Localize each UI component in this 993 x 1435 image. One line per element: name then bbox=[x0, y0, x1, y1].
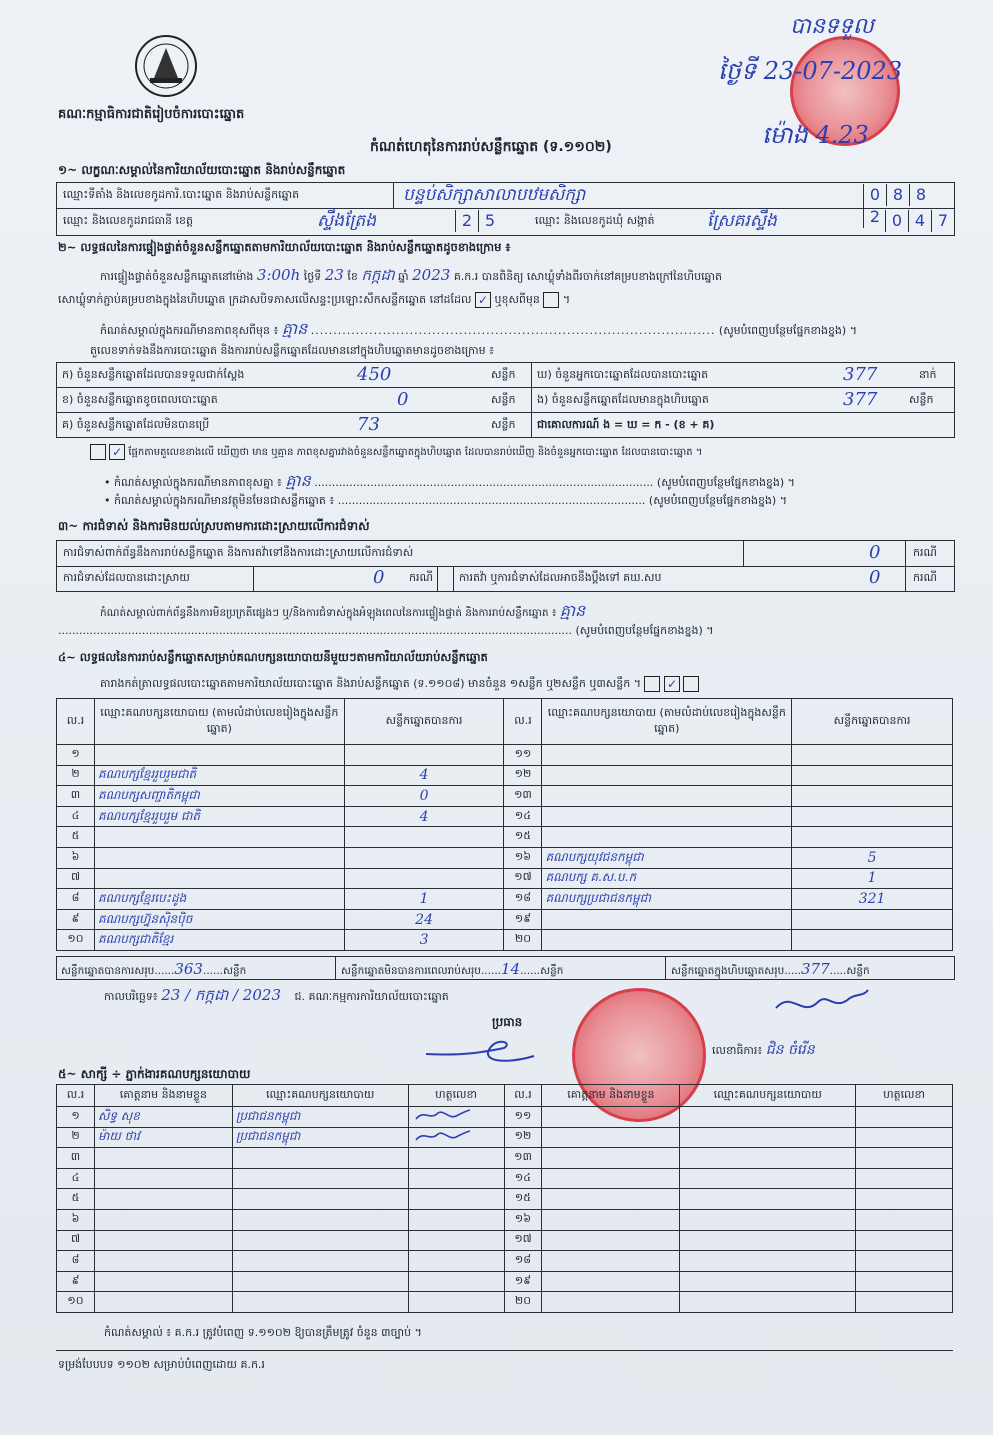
objection-r2b-label: ការតវ៉ា ឬការជំទាស់ដែលអាចនឹងប្តឹងទៅ គឃ.សប bbox=[459, 571, 662, 584]
witness-name bbox=[542, 1292, 680, 1313]
vote-count bbox=[344, 745, 504, 766]
party-name: គណបក្សខ្មែររួបរួម ជាតិ bbox=[94, 806, 344, 827]
secretary-signature bbox=[772, 984, 872, 1024]
witness-signature bbox=[408, 1230, 504, 1251]
receipt-time: ម៉ោង 4.23 bbox=[762, 121, 869, 149]
tally-e-unit: សន្លឹក bbox=[909, 393, 934, 406]
party-name: គណបក្សប្រជាជនកម្ពុជា bbox=[542, 889, 792, 910]
party-name: គណបក្សជាតិខ្មែរ bbox=[94, 930, 344, 951]
party-name bbox=[542, 909, 792, 930]
row-number: ១១ bbox=[504, 745, 542, 766]
irregularity-note-line2: ................................................................................................................................................... (សូមបំពេញបន្ថែមផ្នែកខាងខ្នង) ។ bbox=[58, 624, 714, 637]
witness-col-party-left: ឈ្មោះគណបក្សនយោបាយ bbox=[232, 1085, 408, 1107]
two-sheet-checkbox[interactable]: ✓ bbox=[664, 676, 680, 692]
table-row bbox=[57, 1168, 953, 1189]
witness-signature bbox=[856, 1251, 953, 1272]
party-name: គណបក្សខ្មែរបេះដូង bbox=[94, 889, 344, 910]
signature-mark bbox=[412, 1107, 472, 1123]
section5-title: ៥~ សាក្សី ÷ ភ្នាក់ងារគណបក្សនយោបាយ bbox=[58, 1067, 251, 1081]
tally-b-value: 0 bbox=[397, 389, 409, 410]
witness-party bbox=[680, 1251, 856, 1272]
results-col-party-left: ឈ្មោះគណបក្សនយោបាយ (តាមលំដាប់លេខរៀងក្នុងសន្លឹកឆ្នោត) bbox=[94, 699, 344, 745]
row-number: ១៥ bbox=[504, 827, 542, 848]
row-number: ២០ bbox=[504, 1292, 542, 1313]
party-name bbox=[94, 868, 344, 889]
witness-signature bbox=[856, 1107, 953, 1128]
witness-signature bbox=[856, 1148, 953, 1169]
row-number: ៥ bbox=[57, 1189, 95, 1210]
tally-d-unit: នាក់ bbox=[919, 368, 937, 381]
tally-formula: ជាគោលការណ៍ ង = ឃ = ក - (ខ + គ) bbox=[537, 418, 715, 431]
witness-name bbox=[542, 1271, 680, 1292]
witness-party bbox=[232, 1168, 408, 1189]
table-row bbox=[57, 1251, 953, 1272]
objection-r2-label: ការជំទាស់ដែលបានដោះស្រាយ bbox=[63, 571, 190, 584]
witness-party bbox=[680, 1230, 856, 1251]
form-title: កំណត់ហេតុនៃការរាប់សន្លឹកឆ្នោត (ទ.១១០២) bbox=[370, 139, 612, 155]
vote-count bbox=[792, 786, 953, 807]
vote-count: 321 bbox=[792, 889, 953, 910]
witness-party bbox=[680, 1189, 856, 1210]
row-number: ១៥ bbox=[504, 1189, 542, 1210]
witness-signature bbox=[408, 1292, 504, 1313]
row-number: ៩ bbox=[57, 1271, 95, 1292]
secretary: លេខាធិការ៖ ជិន ចំរើន bbox=[712, 1042, 815, 1058]
location-value: បន្ទប់សិក្សាសាលាបឋមសិក្សា bbox=[403, 185, 586, 205]
witness-name bbox=[94, 1271, 232, 1292]
row-number: ៨ bbox=[57, 889, 95, 910]
witness-signature bbox=[856, 1230, 953, 1251]
row-number: ១៣ bbox=[504, 1148, 542, 1169]
objection-r1-label: ការជំទាស់ពាក់ព័ន្ធនឹងការរាប់សន្លឹកឆ្នោត និងការតវ៉ាទៅនឹងការដោះស្រាយលើការជំទាស់ bbox=[63, 546, 414, 559]
witness-signature bbox=[408, 1271, 504, 1292]
commune-label: ឈ្មោះ និងលេខកូដឃុំ សង្កាត់ bbox=[535, 214, 655, 227]
witness-signature bbox=[408, 1148, 504, 1169]
row-number: ៧ bbox=[57, 1230, 95, 1251]
table-row bbox=[57, 1292, 953, 1313]
location-code: 0 8 82 bbox=[863, 184, 954, 228]
objection-r2-unit: ករណី bbox=[409, 571, 433, 584]
compare-line: ✓ ផ្អែកតាមតួលេខខាងលើ ឃើញថា មាន ឬគ្មាន ភាពខុសគ្នារវាងចំនួនសន្លឹកឆ្នោតក្នុងហិបឆ្នោត ដែលបានរាប់ឃើញ និងចំនួនអ្នកបោះឆ្នោត ដែលបានបោះឆ្នោត ។ bbox=[90, 444, 702, 460]
tally-e-value: 377 bbox=[843, 389, 878, 410]
chair-signature bbox=[424, 1034, 544, 1074]
row-number: ១០ bbox=[57, 930, 95, 951]
total-invalid: សន្លឹកឆ្នោតមិនបានការពេលរាប់សរុប......14......សន្លឹក bbox=[341, 960, 564, 978]
vote-count bbox=[792, 765, 953, 786]
witness-party bbox=[680, 1292, 856, 1313]
table-row bbox=[57, 1189, 953, 1210]
row-number: ១៨ bbox=[504, 889, 542, 910]
vote-count bbox=[344, 847, 504, 868]
tally-intro: តួលេខទាក់ទងនឹងការបោះឆ្នោត និងការរាប់សន្លឹកឆ្នោតដែលមាននៅក្នុងហិបឆ្នោតមានដូចខាងក្រោម ៖ bbox=[90, 344, 494, 357]
section4-title: ៤~ លទ្ធផលនៃការរាប់សន្លឹកឆ្នោតសម្រាប់គណបក្សនយោបាយនីមួយៗតាមការិយាល័យរាប់សន្លឹកឆ្នោត bbox=[58, 650, 488, 664]
tally-d-value: 377 bbox=[843, 364, 878, 385]
party-name bbox=[542, 930, 792, 951]
witness-signature bbox=[408, 1168, 504, 1189]
witness-name bbox=[94, 1251, 232, 1272]
vote-count bbox=[792, 827, 953, 848]
verify-line: ការផ្ទៀងផ្ទាត់ចំនួនសន្លឹកឆ្នោតនៅម៉ោង 3:00h ថ្ងៃទី 23 ខែ កក្កដា ឆ្នាំ 2023 គ.ក.រ បានពិនិត្យ សោឃ្លុំទាំងពីរចាក់នៅគម្របខាងក្រៅនៃហិបឆ្នោត bbox=[100, 266, 723, 284]
party-name: គណបក្សយុវជនកម្ពុជា bbox=[542, 847, 792, 868]
vote-count bbox=[792, 930, 953, 951]
witness-signature bbox=[408, 1107, 504, 1128]
vote-count bbox=[792, 806, 953, 827]
witness-name: ម៉ាយ ថាវ bbox=[94, 1127, 232, 1148]
row-number: ៦ bbox=[57, 847, 95, 868]
row-number: ៩ bbox=[57, 909, 95, 930]
row-number: ៣ bbox=[57, 786, 95, 807]
results-col-votes-left: សន្លឹកឆ្នោតបានការ bbox=[344, 699, 504, 745]
table-row bbox=[57, 1209, 953, 1230]
party-name bbox=[94, 827, 344, 848]
table-row bbox=[57, 909, 953, 930]
party-name: គណបក្សហ្វ៊ុនស៊ិនប៉ិច bbox=[94, 909, 344, 930]
table-row bbox=[57, 786, 953, 807]
row-number: ១៦ bbox=[504, 1209, 542, 1230]
row-number: ១៣ bbox=[504, 786, 542, 807]
nec-emblem-icon bbox=[134, 34, 198, 98]
vote-count: 0 bbox=[344, 786, 504, 807]
row-number: ៤ bbox=[57, 806, 95, 827]
row-number: ៥ bbox=[57, 827, 95, 848]
witness-signature bbox=[856, 1127, 953, 1148]
chair-label: ប្រធាន bbox=[492, 1015, 523, 1029]
witness-signature bbox=[408, 1189, 504, 1210]
vote-count bbox=[792, 909, 953, 930]
row-number: ១៩ bbox=[504, 1271, 542, 1292]
table-row bbox=[57, 1127, 953, 1148]
diff-note: • កំណត់សម្គាល់ក្នុងករណីមានភាពខុសគ្នា ៖ គ្មាន ................................................................................................. (សូមបំពេញបន្ថែមផ្នែកខាងខ្នង) ។ bbox=[104, 471, 795, 490]
vote-count: 4 bbox=[344, 806, 504, 827]
witness-name bbox=[94, 1168, 232, 1189]
totals-row bbox=[56, 956, 955, 980]
witness-party bbox=[232, 1271, 408, 1292]
witness-col-no-right: ល.រ bbox=[504, 1085, 542, 1107]
results-col-no-right: ល.រ bbox=[504, 699, 542, 745]
witness-name bbox=[542, 1251, 680, 1272]
results-table bbox=[56, 698, 953, 951]
unchanged-checkbox[interactable]: ✓ bbox=[475, 292, 491, 308]
table-row bbox=[57, 1148, 953, 1169]
results-col-party-right: ឈ្មោះគណបក្សនយោបាយ (តាមលំដាប់លេខរៀងក្នុងសន្លឹកឆ្នោត) bbox=[542, 699, 792, 745]
witness-name bbox=[542, 1168, 680, 1189]
row-number: ១៦ bbox=[504, 847, 542, 868]
vote-count bbox=[792, 745, 953, 766]
signature-mark bbox=[412, 1128, 472, 1144]
tally-d-label: ឃ) ចំនួនអ្នកបោះឆ្នោតដែលបានបោះឆ្នោត bbox=[537, 368, 709, 381]
witness-party bbox=[232, 1189, 408, 1210]
row-number: ១ bbox=[57, 1107, 95, 1128]
witness-col-party-right: ឈ្មោះគណបក្សនយោបាយ bbox=[680, 1085, 856, 1107]
witness-name bbox=[94, 1209, 232, 1230]
witness-name bbox=[542, 1107, 680, 1128]
table-row bbox=[57, 847, 953, 868]
table-row bbox=[57, 745, 953, 766]
party-name: គណបក្ស គ.ស.ប.ក bbox=[542, 868, 792, 889]
table-row bbox=[57, 827, 953, 848]
table-row bbox=[57, 868, 953, 889]
table-row bbox=[57, 1107, 953, 1128]
witness-col-sign-right: ហត្ថលេខា bbox=[856, 1085, 953, 1107]
witness-name bbox=[542, 1189, 680, 1210]
tally-box bbox=[56, 362, 955, 438]
witness-party bbox=[680, 1209, 856, 1230]
witness-signature bbox=[856, 1292, 953, 1313]
witness-name bbox=[94, 1230, 232, 1251]
vote-count: 3 bbox=[344, 930, 504, 951]
irregularity-note: កំណត់សម្គាល់ពាក់ព័ន្ធនឹងការមិនប្រក្រតីផ្សេងៗ ឬ/និងការជំទាស់ក្នុងអំឡុងពេលនៃការផ្ទៀងផ្ទាត់ និងការរាប់សន្លឹកឆ្នោត ៖ គ្មាន bbox=[100, 601, 586, 620]
witness-col-no-left: ល.រ bbox=[57, 1085, 95, 1107]
vote-count: 4 bbox=[344, 765, 504, 786]
change-note: កំណត់សម្គាល់ក្នុងករណីមានភាពខុសពីមុន ៖ គ្មាន .......................................................................................... (សូមបំពេញបន្ថែមផ្នែកខាងខ្នង) ។ bbox=[100, 319, 857, 338]
row-number: ១៤ bbox=[504, 806, 542, 827]
row-number: ១ bbox=[57, 745, 95, 766]
party-name bbox=[542, 765, 792, 786]
vote-count: 24 bbox=[344, 909, 504, 930]
objection-r2-value: 0 bbox=[373, 567, 385, 588]
tally-e-label: ង) ចំនួនសន្លឹកឆ្នោតដែលមានក្នុងហិបឆ្នោត bbox=[537, 393, 709, 406]
witness-party bbox=[232, 1251, 408, 1272]
witness-signature bbox=[856, 1189, 953, 1210]
footer-note: កំណត់សម្គាល់ ៖ គ.ក.រ ត្រូវបំពេញ ទ.១១០២ ឱ្យបានត្រឹមត្រូវ ចំនួន ៣ច្បាប់ ។ bbox=[104, 1326, 422, 1339]
witness-signature bbox=[856, 1168, 953, 1189]
witness-col-name-right: គោត្តនាម និងនាមខ្លួន bbox=[542, 1085, 680, 1107]
objection-box bbox=[56, 540, 955, 592]
table-row bbox=[57, 806, 953, 827]
form-reference: ទម្រង់បែបបទ ១១០២ សម្រាប់បំពេញដោយ គ.ក.រ bbox=[58, 1358, 265, 1371]
party-name: គណបក្សសញ្ជាតិកម្ពុជា bbox=[94, 786, 344, 807]
commune-value: ស្រែគរស្ទឹង bbox=[707, 211, 777, 231]
witness-party bbox=[680, 1148, 856, 1169]
receipt-date: ថ្ងៃទី 23-07-2023 bbox=[718, 57, 903, 85]
party-name bbox=[542, 745, 792, 766]
tally-a-label: ក) ចំនួនសន្លឹកឆ្នោតដែលបានទទួលជាក់ស្តែង bbox=[62, 368, 245, 381]
witness-party bbox=[680, 1107, 856, 1128]
party-name bbox=[542, 786, 792, 807]
results-col-no-left: ល.រ bbox=[57, 699, 95, 745]
changed-checkbox[interactable] bbox=[543, 292, 559, 308]
party-name bbox=[542, 806, 792, 827]
witness-party bbox=[232, 1292, 408, 1313]
vote-count: 1 bbox=[344, 889, 504, 910]
tally-c-value: 73 bbox=[357, 414, 380, 435]
row-number: ២០ bbox=[504, 930, 542, 951]
row-number: ២ bbox=[57, 1127, 95, 1148]
total-valid: សន្លឹកឆ្នោតបានការសរុប......363......សន្លឹក bbox=[61, 960, 247, 978]
row-number: ១៨ bbox=[504, 1251, 542, 1272]
row-number: ១៩ bbox=[504, 909, 542, 930]
no-diff-checkbox[interactable]: ✓ bbox=[109, 444, 125, 460]
witness-name bbox=[542, 1127, 680, 1148]
section3-title: ៣~ ការជំទាស់ និងការមិនយល់ស្របតាមការដោះស្រាយលើការជំទាស់ bbox=[58, 519, 370, 533]
tally-b-label: ខ) ចំនួនសន្លឹកឆ្នោតខូចពេលបោះឆ្នោត bbox=[62, 393, 218, 406]
location-label: ឈ្មោះទីតាំង និងលេខកូដការិ.បោះឆ្នោត និងរាប់សន្លឹកឆ្នោត bbox=[63, 188, 300, 201]
row-number: ៣ bbox=[57, 1148, 95, 1169]
witness-name bbox=[542, 1209, 680, 1230]
tally-c-unit: សន្លឹក bbox=[491, 418, 516, 431]
row-number: ១២ bbox=[504, 1127, 542, 1148]
row-number: ១៧ bbox=[504, 1230, 542, 1251]
row-number: ១២ bbox=[504, 765, 542, 786]
footer-divider bbox=[56, 1350, 953, 1351]
one-sheet-checkbox[interactable] bbox=[644, 676, 660, 692]
section1-box bbox=[56, 182, 955, 236]
seal-line: សោឃ្លុំទាក់ភ្ជាប់គម្របខាងក្នុងនៃហិបឆ្នោត ក្រដាសបិទភាសលើសន្ទះប្រឡោះសឹកសន្លឹកឆ្នោត នៅដដែល ✓ ឬខុសពីមុន ។ bbox=[58, 293, 571, 307]
vote-count bbox=[344, 868, 504, 889]
table-row bbox=[57, 1230, 953, 1251]
witness-name bbox=[94, 1148, 232, 1169]
row-number: ១៤ bbox=[504, 1168, 542, 1189]
party-name bbox=[94, 847, 344, 868]
witness-party bbox=[680, 1168, 856, 1189]
total-box: សន្លឹកឆ្នោតក្នុងហិបឆ្នោតសរុប.....377.....សន្លឹក bbox=[671, 960, 870, 978]
province-value: ស្ទឹងត្រែង bbox=[317, 211, 377, 231]
witness-col-sign-left: ហត្ថលេខា bbox=[408, 1085, 504, 1107]
witness-party: ប្រជាជនកម្ពុជា bbox=[232, 1107, 408, 1128]
objection-r2b-unit: ករណី bbox=[913, 571, 937, 584]
row-number: ៤ bbox=[57, 1168, 95, 1189]
witness-name bbox=[542, 1230, 680, 1251]
objection-r2b-value: 0 bbox=[869, 567, 881, 588]
witness-name bbox=[94, 1189, 232, 1210]
witness-party: ប្រជាជនកម្ពុជា bbox=[232, 1127, 408, 1148]
witness-name bbox=[94, 1292, 232, 1313]
vote-count bbox=[344, 827, 504, 848]
tally-b-unit: សន្លឹក bbox=[491, 393, 516, 406]
row-number: ១៧ bbox=[504, 868, 542, 889]
witness-party bbox=[232, 1148, 408, 1169]
has-diff-checkbox[interactable] bbox=[90, 444, 106, 460]
witness-table bbox=[56, 1084, 953, 1313]
table-row bbox=[57, 1271, 953, 1292]
witness-party bbox=[232, 1230, 408, 1251]
row-number: ១១ bbox=[504, 1107, 542, 1128]
province-code: 2 5 bbox=[455, 210, 501, 232]
section2-title: ២~ លទ្ធផលនៃការផ្ទៀងផ្ទាត់ចំនួនសន្លឹកឆ្នោតតាមការិយាល័យបោះឆ្នោត និងរាប់សន្លឹកឆ្នោតដូចខាងក្រោម ៖ bbox=[58, 240, 511, 254]
witness-party bbox=[232, 1209, 408, 1230]
vote-count: 1 bbox=[792, 868, 953, 889]
witness-signature bbox=[408, 1127, 504, 1148]
commune-code: 0 4 7 bbox=[885, 210, 954, 232]
tally-c-label: គ) ចំនួនសន្លឹកឆ្នោតដែលមិនបានប្រើ bbox=[62, 418, 210, 431]
receipt-note: បានទទួល bbox=[790, 14, 874, 39]
signing-date: កាលបរិច្ឆេទ៖ 23 / កក្កដា / 2023 ជ. គណៈកម្មការការិយាល័យបោះឆ្នោត bbox=[104, 986, 449, 1004]
tally-a-value: 450 bbox=[357, 364, 392, 385]
table-row bbox=[57, 889, 953, 910]
tally-a-unit: សន្លឹក bbox=[491, 368, 516, 381]
objection-r1-value: 0 bbox=[869, 542, 881, 563]
witness-signature bbox=[408, 1209, 504, 1230]
witness-signature bbox=[856, 1271, 953, 1292]
witness-party bbox=[680, 1127, 856, 1148]
witness-name bbox=[542, 1148, 680, 1169]
section1-title: ១~ លក្ខណៈសម្គាល់នៃការិយាល័យបោះឆ្នោត និងរាប់សន្លឹកឆ្នោត bbox=[58, 163, 346, 177]
row-number: ៦ bbox=[57, 1209, 95, 1230]
row-number: ៨ bbox=[57, 1251, 95, 1272]
party-name: គណបក្សខ្មែររួបរួមជាតិ bbox=[94, 765, 344, 786]
sheet-count-line: តារាងកត់ត្រាលទ្ធផលបោះឆ្នោតតាមការិយាល័យបោះឆ្នោត និងរាប់សន្លឹកឆ្នោត (ទ.១១០៨) មានចំនួន ១សន្លឹក ឬ២សន្លឹក ឬ៣សន្លឹក ។ ✓ bbox=[100, 676, 699, 693]
witness-signature bbox=[856, 1209, 953, 1230]
vote-count: 5 bbox=[792, 847, 953, 868]
witness-signature bbox=[408, 1251, 504, 1272]
objection-r1-unit: ករណី bbox=[913, 546, 937, 559]
nonballot-note: • កំណត់សម្គាល់ក្នុងករណីមានវត្ថុមិនមែនជាសន្លឹកឆ្នោត ៖ ........................................................................................ (សូមបំពេញបន្ថែមផ្នែកខាងខ្នង) ។ bbox=[104, 494, 787, 507]
row-number: ៧ bbox=[57, 868, 95, 889]
witness-name: សិទ្ធ សុខ bbox=[94, 1107, 232, 1128]
party-name bbox=[542, 827, 792, 848]
three-sheet-checkbox[interactable] bbox=[683, 676, 699, 692]
row-number: ១០ bbox=[57, 1292, 95, 1313]
table-row bbox=[57, 930, 953, 951]
table-row bbox=[57, 765, 953, 786]
province-label: ឈ្មោះ និងលេខកូដរាជធានី ខេត្ត bbox=[63, 214, 193, 227]
witness-party bbox=[680, 1271, 856, 1292]
witness-col-name-left: គោត្តនាម និងនាមខ្លួន bbox=[94, 1085, 232, 1107]
results-col-votes-right: សន្លឹកឆ្នោតបានការ bbox=[792, 699, 953, 745]
org-name: គណៈកម្មាធិការជាតិរៀបចំការបោះឆ្នោត bbox=[58, 107, 245, 122]
party-name bbox=[94, 745, 344, 766]
row-number: ២ bbox=[57, 765, 95, 786]
